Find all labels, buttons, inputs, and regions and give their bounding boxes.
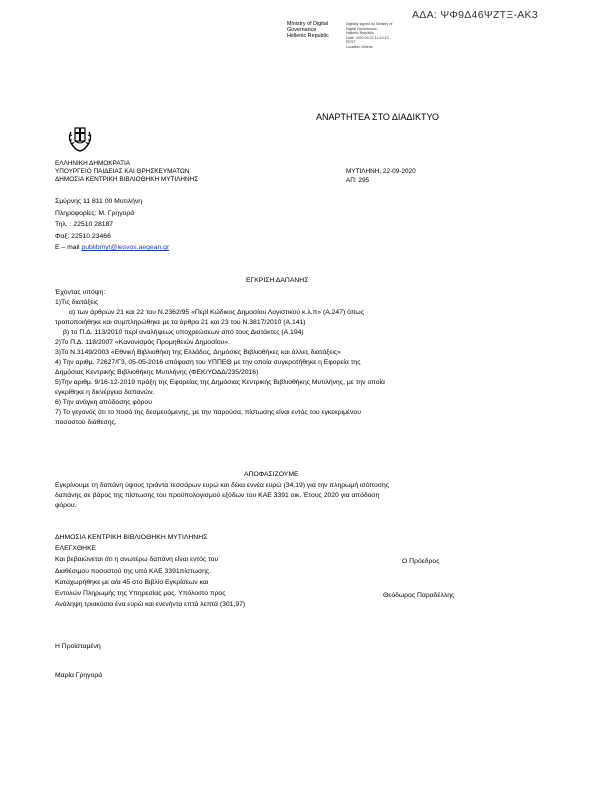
consideration-line: ποσοστού διάθεσης. <box>55 419 117 426</box>
decision-line: Εγκρίνουμε τη δαπάνη ύψους τριάντα τεσσάρων ευρώ και δέκα εννέα ευρώ (34,19) για την πληρωμή ισόποσης <box>55 482 390 489</box>
place-date: ΜΥΤΙΛΗΝΗ, 22-09-2020 <box>346 168 416 175</box>
consideration-line: 1)Τις διατάξεις <box>55 299 99 306</box>
signature-detail-4: Date: 2020.09.22 14:10:13 <box>346 35 389 40</box>
decision-title: ΑΠΟΦΑΣΙΖΟΥΜΕ <box>244 471 299 478</box>
contact-fax: Φαξ: 22510 23466 <box>55 232 111 240</box>
contact-info: Πληροφορίες: Μ. Γρηγορά <box>55 209 135 217</box>
consideration-line: εγκρίθηκε η διενέργεια δαπανών. <box>55 389 155 396</box>
consideration-line: 4) Την αριθμ. 72627/Γ3, 05-05-2016 απόφαση του ΥΠΠΕΘ με την οποία συγκροτήθηκε η Εφορεία της <box>55 359 361 366</box>
section-title: ΕΓΚΡΙΣΗ ΔΑΠΑΝΗΣ <box>246 277 309 284</box>
signature-ministry-line-3: Hellenic Republic <box>287 32 329 39</box>
header-org <box>55 160 198 184</box>
notice-title: ΑΝΑΡΤΗΤΕΑ ΣΤΟ ΔΙΑΔΙΚΤΥΟ <box>316 112 439 122</box>
signature-detail-2: Digital Governance, <box>346 26 378 31</box>
contact-email-row <box>55 242 169 254</box>
decision-line: φόρου. <box>55 502 77 509</box>
contact-email-link[interactable]: publibmyt@lesvos.aegean.gr <box>81 244 170 251</box>
verification-line: Εντολών Πληρωμής της Υπηρεσίας μας. Υπόλοιπο προς <box>55 590 226 598</box>
org-line-1: ΕΛΛΗΝΙΚΗ ΔΗΜΟΚΡΑΤΙΑ <box>55 160 131 167</box>
considerations <box>55 288 553 428</box>
consideration-line: 3)Το Ν.3149/2003 «Εθνική Βιβλιοθήκη της Ελλάδος, Δημόσιες Βιβλιοθήκες και άλλες διατάξεις» <box>55 349 341 356</box>
consideration-line: Έχοντας υπόψη: <box>55 289 106 296</box>
consideration-line: 2)Το Π.Δ. 118/2007 «Κανονισμός Προμηθειών Δημοσίου». <box>55 339 230 346</box>
consideration-line: Δημόσιας Κεντρικής Βιβλιοθήκης Μυτιλήνης (ΦΕΚ/ΥΟΔΔ/235/2016) <box>55 369 259 376</box>
consideration-line: β) το Π.Δ. 113/2010 περί αναλήψεως υποχρεώσεων από τους Διατάκτες (Α.194) <box>63 329 304 336</box>
contact-block <box>55 196 169 254</box>
verification-line: Και βεβαιώνεται ότι η ανωτέρω δαπάνη είναι εντός του <box>55 556 219 564</box>
consideration-line: τροποποιήθηκε και συμπληρώθηκε με τα άρθρα 21 και 23 του Ν.3817/2010 (Α.141) <box>55 319 306 326</box>
verification-line: Διαθέσιμου ποσοστού της υπό ΚΑΕ 3391πίστωσης. <box>55 567 212 575</box>
coat-of-arms-icon <box>65 123 95 153</box>
org-line-2: ΥΠΟΥΡΓΕΙΟ ΠΑΙΔΕΙΑΣ ΚΑΙ ΘΡΗΣΚΕΥΜΑΤΩΝ <box>55 168 190 175</box>
verification-line: ΕΛΕΓΧΘΗΚΕ <box>55 545 97 553</box>
org-line-3: ΔΗΜΟΣΙΑ ΚΕΝΤΡΙΚΗ ΒΙΒΛΙΟΘΗΚΗ ΜΥΤΙΛΗΝΗΣ <box>55 176 199 183</box>
contact-tel: Τηλ. : 22510 28187 <box>55 221 114 228</box>
signature-ministry-line-2: Governance <box>287 26 317 33</box>
closing-name: Μαρία Γρηγορά <box>55 672 103 679</box>
consideration-line: 7) Το γεγονός ότι το ποσό της δεσμευόμενης, με την παρούσα, πίστωσης είναι εντός του εγκεκριμένου <box>55 409 361 416</box>
protocol-number: ΑΠ: 295 <box>346 177 370 184</box>
decision-text <box>55 481 553 511</box>
signature-detail-6: Location: Athens <box>346 44 373 49</box>
verification-line: ΔΗΜΟΣΙΑ ΚΕΝΤΡΙΚΗ ΒΙΒΛΙΟΘΗΚΗ ΜΥΤΙΛΗΝΗΣ <box>55 534 208 541</box>
verification-block <box>55 532 245 610</box>
president-name: Θεόδωρος Παραδέλλης <box>383 592 455 599</box>
closing-role: Η Προϊσταμένη <box>55 643 101 650</box>
contact-address: Σμύρνης 11 811 00 Μυτιλήνη <box>55 198 143 205</box>
signature-detail-3: Hellenic Republic <box>346 31 374 36</box>
consideration-line: 5)Την αριθμ. 9/16-12-2019 πράξη της Εφορείας της Δημόσιας Κεντρικής Βιβλιοθήκης Μυτιλήνης, με την οποία <box>55 379 385 386</box>
decision-line: δαπάνης σε βάρος της πίστωσης του προϋπολογισμού εξόδων του ΚΑΕ 3391 οικ. Έτους 2020 για απόδοση <box>55 492 380 499</box>
ada-code: ΑΔΑ: ΨΦ9Δ46ΨΖΤΞ-ΑΚ3 <box>412 9 539 21</box>
consideration-line: 6) Την ανάγκη απόδοσης φόρου <box>55 399 152 406</box>
signature-detail-1: Digitally signed by Ministry of <box>346 22 393 26</box>
contact-email-prefix: E – mail <box>55 244 80 251</box>
signature-ministry <box>287 22 329 39</box>
signature-ministry-line-1: Ministry of Digital <box>287 21 329 27</box>
verification-line: Ανάληψη τριακόσια ένα ευρώ και ενενήντα επτά λεπτά (301,97) <box>55 601 246 609</box>
signature-detail-5: EEST <box>346 40 356 45</box>
consideration-line: α) των άρθρων 21 και 22 του Ν.2362/95 «Περί Κώδικος Δημοσίου Λογιστικού κ.λ.π» (Α.247) όπως <box>69 309 365 316</box>
verification-line: Καταχωρήθηκε με α/α 45 στο Βιβλίο Εγκρίσεων και <box>55 578 209 586</box>
signature-details <box>346 22 392 50</box>
president-title: Ο Πρόεδρος <box>402 558 440 565</box>
